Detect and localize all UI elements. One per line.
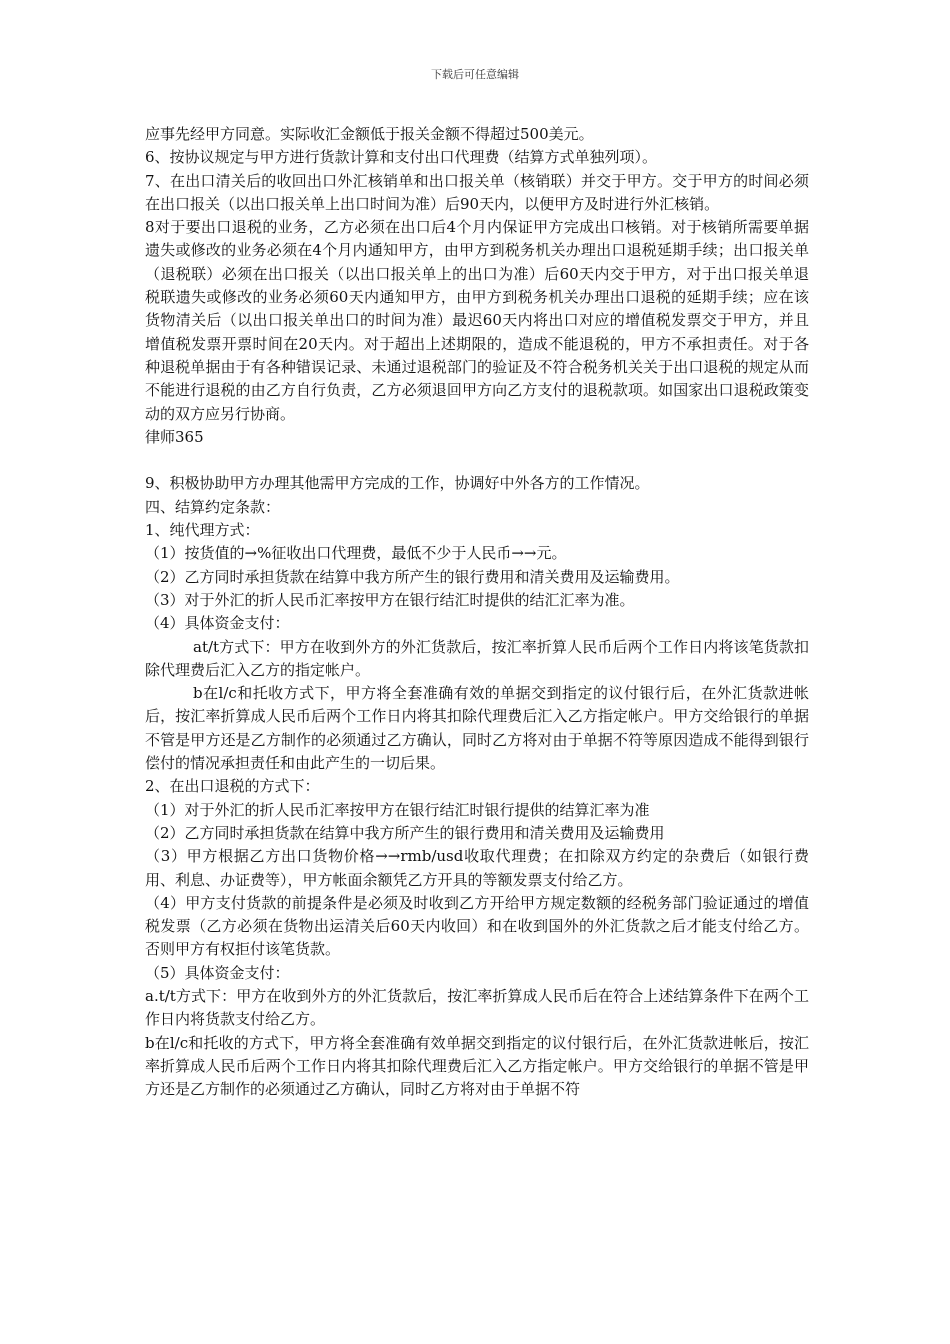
blank-line bbox=[145, 449, 809, 472]
document-body bbox=[145, 123, 809, 1101]
paragraph: at/t方式下：甲方在收到外方的外汇货款后，按汇率折算人民币后两个工作日内将该笔货款扣除代理费后汇入乙方的指定帐户。 bbox=[145, 637, 809, 679]
paragraph: （1）按货值的→%征收出口代理费，最低不少于人民币→→元。 bbox=[145, 544, 567, 563]
paragraph: b在l/c和托收的方式下，甲方将全套准确有效单据交到指定的议付银行后，在外汇货款进帐后，按汇率折算成人民币后两个工作日内将其扣除代理费后汇入乙方指定帐户。甲方交给银行的单据不管是甲方还是乙方制作的必须通过乙方确认，同时乙方将对由于单据不符 bbox=[145, 1033, 809, 1099]
paragraph: （2）乙方同时承担货款在结算中我方所产生的银行费用和清关费用及运输费用 bbox=[145, 823, 665, 842]
paragraph: 2、在出口退税的方式下： bbox=[145, 777, 320, 796]
paragraph: （1）对于外汇的折人民币汇率按甲方在银行结汇时银行提供的结算汇率为准 bbox=[145, 800, 650, 819]
paragraph: 应事先经甲方同意。实际收汇金额低于报关金额不得超过500美元。 bbox=[145, 125, 594, 143]
paragraph: 9、积极协助甲方办理其他需甲方完成的工作，协调好中外各方的工作情况。 bbox=[145, 474, 650, 493]
paragraph: （4）具体资金支付： bbox=[145, 614, 290, 633]
paragraph: （2）乙方同时承担货款在结算中我方所产生的银行费用和清关费用及运输费用。 bbox=[145, 567, 680, 586]
paragraph: 四、结算约定条款： bbox=[145, 497, 281, 516]
paragraph: b在l/c和托收方式下，甲方将全套准确有效的单据交到指定的议付银行后，在外汇货款进帐后，按汇率折算成人民币后两个工作日内将其扣除代理费后汇入乙方指定帐户。甲方交给银行的单据不管是甲方还是乙方制作的必须通过乙方确认，同时乙方将对由于单据不符等原因造成不能得到银行偿付的情况承担责任和由此产生的一切后果。 bbox=[145, 684, 809, 773]
paragraph: （3）对于外汇的折人民币汇率按甲方在银行结汇时提供的结汇汇率为准。 bbox=[145, 590, 635, 609]
paragraph: 1、纯代理方式： bbox=[145, 521, 260, 540]
paragraph: 7、在出口清关后的收回出口外汇核销单和出口报关单（核销联）并交于甲方。交于甲方的时间必须在出口报关（以出口报关单上出口时间为准）后90天内，以便甲方及时进行外汇核销。 bbox=[145, 171, 809, 213]
paragraph: a.t/t方式下：甲方在收到外方的外汇货款后，按汇率折算成人民币后在符合上述结算条件下在两个工作日内将货款支付给乙方。 bbox=[145, 986, 809, 1029]
paragraph: （3）甲方根据乙方出口货物价格→→rmb/usd收取代理费；在扣除双方约定的杂费后（如银行费用、利息、办证费等），甲方帐面余额凭乙方开具的等额发票支付给乙方。 bbox=[145, 847, 809, 889]
paragraph: （5）具体资金支付： bbox=[145, 963, 290, 982]
paragraph: 8对于要出口退税的业务，乙方必须在出口后4个月内保证甲方完成出口核销。对于核销所需要单据遗失或修改的业务必须在4个月内通知甲方，由甲方到税务机关办理出口退税延期手续；出口报关单（退税联）必须在出口报关（以出口报关单上的出口为准）后60天内交于甲方，对于出口报关单退税联遗失或修改的业务必须60天内通知甲方，由甲方到税务机关办理出口退税的延期手续；应在该货物清关后（以出口报关单出口的时间为准）最迟60天内将出口对应的增值税发票交于甲方，并且增值税发票开票时间在20天内。对于超出上述期限的，造成不能退税的，甲方不承担责任。对于各种退税单据由于有各种错误记录、未通过退税部门的验证及不符合税务机关关于出口退税的规定从而不能进行退税的由乙方自行负责，乙方必须退回甲方向乙方支付的退税款项。如国家出口退税政策变动的双方应另行协商。 bbox=[145, 218, 809, 423]
paragraph: （4）甲方支付货款的前提条件是必须及时收到乙方开给甲方规定数额的经税务部门验证通过的增值税发票（乙方必须在货物出运清关后60天内收回）和在收到国外的外汇货款之后才能支付给乙方。否则甲方有权拒付该笔货款。 bbox=[145, 893, 809, 959]
paragraph: 6、按协议规定与甲方进行货款计算和支付出口代理费（结算方式单独列项）。 bbox=[145, 148, 658, 167]
page-header: 下载后可任意编辑 bbox=[431, 68, 519, 81]
paragraph: 律师365 bbox=[145, 427, 204, 446]
